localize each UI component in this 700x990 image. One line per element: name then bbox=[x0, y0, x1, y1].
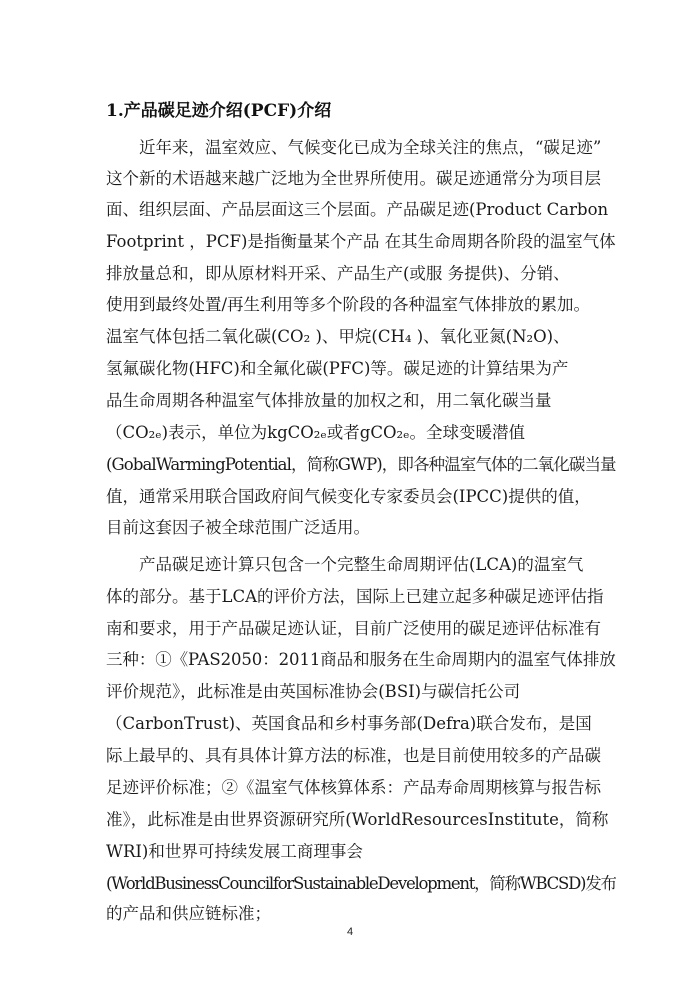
paragraph-2-line-4: 三种：①《PAS2050：2011商品和服务在生命周期内的温室气体排放 bbox=[106, 650, 616, 669]
paragraph-2-line-12: 的产品和供应链标准； bbox=[106, 904, 271, 923]
paragraph-2-line-8: 足迹评价标准；②《温室气体核算体系：产品寿命周期核算与报告标 bbox=[106, 778, 601, 797]
paragraph-2-line-2: 体的部分。基于LCA的评价方法，国际上已建立起多种碳足迹评估指 bbox=[106, 587, 604, 606]
paragraph-2-line-7: 际上最早的、具有具体计算方法的标准，也是目前使用较多的产品碳 bbox=[106, 746, 601, 765]
page-number: 4 bbox=[346, 926, 354, 938]
paragraph-2-line-10: WRI)和世界可持续发展工商理事会 bbox=[106, 842, 363, 861]
paragraph-1-line-11: (GobalWarmingPotential，简称GWP)，即各种温室气体的二氧化碳当量 bbox=[106, 455, 616, 474]
paragraph-2-line-11: (WorldBusinessCouncilforSustainableDevelopment，简称WBCSD)发布 bbox=[106, 874, 616, 893]
paragraph-1-line-4: Footprint ，PCF)是指衡量某个产品 在其生命周期各阶段的温室气体 bbox=[106, 232, 616, 251]
paragraph-1-line-12: 值，通常采用联合国政府间气候变化专家委员会(IPCC)提供的值， bbox=[106, 487, 591, 506]
paragraph-1-line-3: 面、组织层面、产品层面这三个层面。产品碳足迹(Product Carbon bbox=[106, 200, 609, 219]
paragraph-1-line-13: 目前这套因子被全球范围广泛适用。 bbox=[106, 518, 370, 537]
paragraph-1-line-5: 排放量总和，即从原材料开采、产品生产(或服 务提供)、分销、 bbox=[106, 264, 570, 283]
paragraph-1-line-2: 这个新的术语越来越广泛地为全世界所使用。碳足迹通常分为项目层 bbox=[106, 169, 601, 188]
paragraph-1-line-10: （CO₂ₑ)表示，单位为kgCO₂ₑ或者gCO₂ₑ。全球变暖潜值 bbox=[106, 423, 526, 442]
section-heading: 1.产品碳足迹介绍(PCF)介绍 bbox=[106, 101, 332, 121]
paragraph-1-line-9: 品生命周期各种温室气体排放量的加权之和，用二氧化碳当量 bbox=[106, 391, 552, 410]
paragraph-1-line-8: 氢氟碳化物(HFC)和全氟化碳(PFC)等。碳足迹的计算结果为产 bbox=[106, 359, 569, 378]
paragraph-1-line-6: 使用到最终处置/再生利用等多个阶段的各种温室气体排放的累加。 bbox=[106, 295, 591, 314]
paragraph-2-line-9: 准》，此标准是由世界资源研究所(WorldResourcesInstitute，简称 bbox=[106, 810, 609, 829]
paragraph-2-line-5: 评价规范》，此标准是由英国标准协会(BSI)与碳信托公司 bbox=[106, 682, 521, 701]
paragraph-1-line-1: 近年来，温室效应、气候变化已成为全球关注的焦点，“碳足迹” bbox=[139, 138, 602, 157]
paragraph-2-line-3: 南和要求，用于产品碳足迹认证，目前广泛使用的碳足迹评估标准有 bbox=[106, 619, 601, 638]
paragraph-2-line-6: （CarbonTrust)、英国食品和乡村事务部(Defra)联合发布，是国 bbox=[106, 714, 592, 733]
paragraph-1-line-7: 温室气体包括二氧化碳(CO₂ )、甲烷(CH₄ )、氧化亚氮(N₂O)、 bbox=[106, 327, 570, 346]
paragraph-2-line-1: 产品碳足迹计算只包含一个完整生命周期评估(LCA)的温室气 bbox=[139, 555, 584, 574]
